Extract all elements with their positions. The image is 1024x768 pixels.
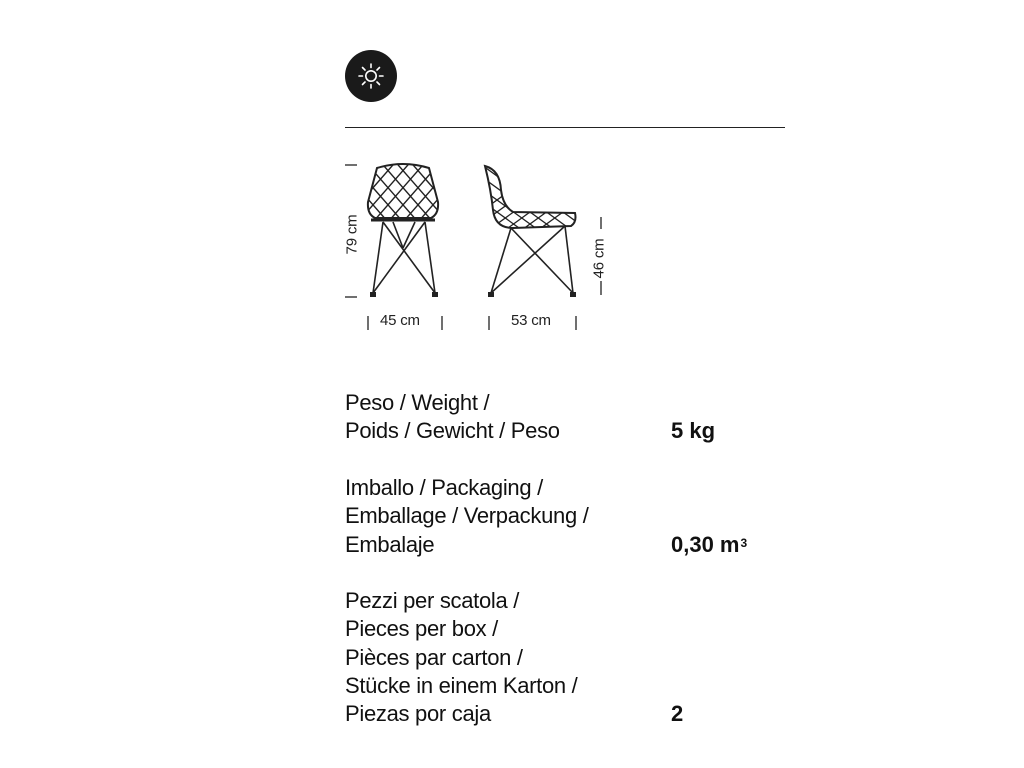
pieces-label-line: Pieces per box / [345, 616, 498, 642]
packaging-label-line: Emballage / Verpackung / [345, 503, 589, 529]
pieces-value [671, 700, 683, 728]
pieces-label-line: Pièces par carton / [345, 644, 523, 670]
pieces-label [345, 587, 577, 728]
weight-value [671, 417, 715, 445]
weight-label [345, 389, 560, 446]
pieces-value-text: 2 [671, 701, 684, 726]
indoor-sun-icon [345, 50, 397, 102]
packaging-label-line: Embalaje [345, 531, 435, 557]
pieces-label-line: Piezas por caja [345, 701, 491, 727]
width-label: 45 cm [380, 312, 420, 329]
packaging-label-line: Imballo / Packaging / [345, 475, 543, 500]
packaging-value-text: 0,30 m [671, 532, 740, 557]
packaging-value-exponent: 3 [740, 536, 748, 550]
depth-label: 53 cm [511, 312, 551, 329]
pieces-label-line: Stücke in einem Karton / [345, 672, 578, 698]
pieces-label-line: Pezzi per scatola / [345, 588, 520, 613]
weight-value-text: 5 kg [671, 418, 716, 443]
weight-label-line: Peso / Weight / [345, 390, 490, 415]
chair-side-view [475, 150, 585, 297]
packaging-value [671, 531, 747, 559]
packaging-label [345, 474, 589, 559]
chair-technical-drawing [335, 150, 625, 345]
divider [345, 127, 785, 128]
total-height-label: 79 cm [343, 214, 361, 255]
seat-height-label: 46 cm [590, 238, 608, 279]
weight-label-line: Poids / Gewicht / Peso [345, 418, 560, 444]
